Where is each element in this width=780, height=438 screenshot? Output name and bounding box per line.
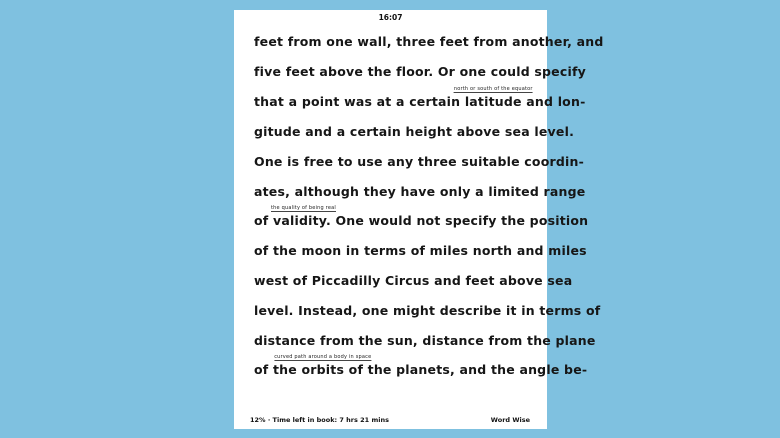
text-line: level. Instead, one might describe it in terms of <box>254 303 601 318</box>
text-segment: of <box>254 213 269 228</box>
text-line: One is free to use any three suitable coordin- <box>254 154 584 169</box>
text-line: west of Piccadilly Circus and feet above sea <box>254 273 573 288</box>
status-clock: 16:07 <box>378 13 403 22</box>
text-segment: and lon- <box>526 94 586 109</box>
word-validity: validity. <box>273 213 331 228</box>
reading-progress[interactable]: 12% · Time left in book: 7 hrs 21 mins <box>250 416 389 424</box>
text-line: feet from one wall, three feet from another, and <box>254 34 604 49</box>
wordwise-word-latitude[interactable] <box>453 86 533 109</box>
text-line <box>254 354 588 380</box>
wordwise-hint-validity[interactable]: the quality of being real <box>271 205 336 211</box>
text-segment: of the <box>254 362 297 377</box>
text-segment: of the planets, and the angle be- <box>348 362 588 377</box>
text-line: of the moon in terms of miles north and miles <box>254 243 587 258</box>
text-segment: that a point was at a certain <box>254 94 461 109</box>
text-line: ates, although they have only a limited range <box>254 184 586 199</box>
word-wise-label[interactable]: Word Wise <box>490 416 530 424</box>
text-segment: One would not specify the position <box>335 213 589 228</box>
wordwise-hint-latitude[interactable]: north or south of the equator <box>453 86 533 92</box>
text-line <box>254 205 589 231</box>
word-latitude: latitude <box>464 94 522 109</box>
text-line: five feet above the floor. Or one could specify <box>254 64 586 79</box>
text-line: gitude and a certain height above sea level. <box>254 124 575 139</box>
ereader-page[interactable] <box>234 10 604 429</box>
text-line: distance from the sun, distance from the plane <box>254 333 596 348</box>
word-orbits: orbits <box>301 362 345 377</box>
wordwise-hint-orbits[interactable]: curved path around a body in space <box>274 354 372 360</box>
wordwise-word-validity[interactable] <box>271 205 336 228</box>
text-line <box>254 86 586 112</box>
